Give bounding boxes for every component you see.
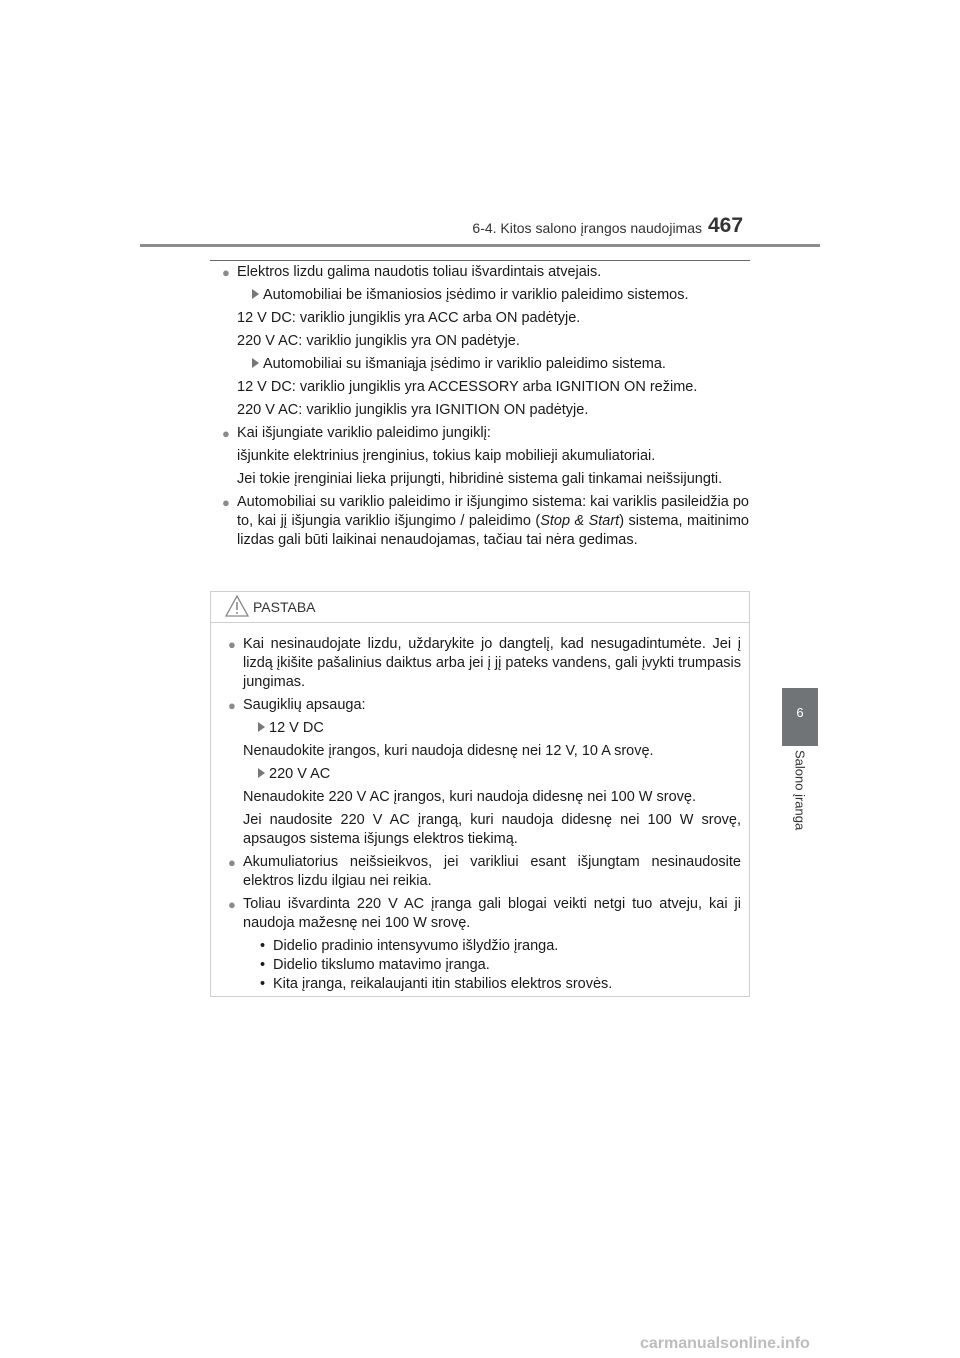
equipment-list	[243, 937, 741, 994]
list-item	[222, 263, 749, 420]
caution-box	[210, 591, 750, 997]
caution-header	[211, 592, 749, 623]
body-line: 220 V AC: variklio jungiklis yra ON padėtyje.	[237, 333, 520, 349]
body-line: 220 V AC: variklio jungiklis yra IGNITION ON padėtyje.	[237, 402, 589, 418]
item-text: ) sistema, maitinimo lizdas gali būti laikinai nenaudojamas, tačiau tai nėra gedimas.	[237, 513, 749, 548]
list-item	[222, 493, 749, 550]
page-number: 467	[708, 214, 744, 237]
bullet-icon: ●	[222, 265, 230, 280]
chapter-label: Salono įranga	[792, 750, 808, 831]
warning-triangle-icon	[224, 594, 250, 618]
watermark: carmanualsonline.info	[640, 1335, 810, 1352]
item-text: Akumuliatorius neišsieikvos, jei varikliui esant išjungtam nesinaudosite elektros lizdu ilgiau nei reikia.	[243, 854, 741, 889]
item-text: Kai išjungiate variklio paleidimo jungiklį:	[237, 425, 491, 441]
list-item: • Didelio pradinio intensyvumo išlydžio įranga.	[260, 937, 741, 956]
item-text: Elektros lizdu galima naudotis toliau išvardintais atvejais.	[237, 264, 602, 280]
sub-heading-text: 12 V DC	[269, 720, 324, 736]
sub-heading	[237, 286, 749, 305]
list-item	[228, 853, 741, 891]
list-item: • Didelio tikslumo matavimo įranga.	[260, 956, 741, 975]
sub-heading	[237, 355, 749, 374]
bullet-icon: ●	[222, 426, 230, 441]
item-text: Kai nesinaudojate lizdu, uždarykite jo dangtelį, kad nesugadintumėte. Jei į lizdą įkišite pašalinius daiktus arba jei į jį pateks vandens, gali įvykti trumpasis jungimas.	[243, 636, 741, 690]
item-text: Saugiklių apsauga:	[243, 697, 366, 713]
body-line: išjunkite elektrinius įrenginius, tokius kaip mobilieji akumuliatoriai.	[237, 448, 656, 464]
chapter-number: 6	[796, 705, 804, 720]
bullet-icon: ●	[228, 897, 236, 912]
sub-heading-text: Automobiliai su išmaniąja įsėdimo ir variklio paleidimo sistema.	[263, 356, 666, 372]
italic-term: Stop & Start	[540, 513, 620, 529]
bullet-icon: ●	[228, 855, 236, 870]
caution-title: PASTABA	[253, 599, 316, 615]
bullet-icon: ●	[222, 495, 230, 510]
list-item	[222, 424, 749, 489]
sub-heading	[243, 719, 741, 738]
triangle-arrow-icon	[258, 768, 265, 778]
chapter-side-label	[782, 750, 818, 980]
item-text: Automobiliai su variklio paleidimo ir išjungimo sistema: kai variklis pasileidžia po to, kai jį išjungia variklio išjungimo / paleidimo (	[237, 494, 749, 529]
caution-body	[211, 623, 749, 994]
main-content	[222, 263, 749, 554]
body-line: Jei tokie įrenginiai lieka prijungti, hibridinė sistema gali tinkamai neišsijungti.	[237, 471, 723, 487]
item-text: Toliau išvardinta 220 V AC įranga gali blogai veikti netgi tuo atveju, kai ji naudoja mažesnę nei 100 W srovę.	[243, 896, 741, 931]
body-line: 12 V DC: variklio jungiklis yra ACC arba ON padėtyje.	[237, 310, 581, 326]
triangle-arrow-icon	[252, 289, 259, 299]
list-item: • Kita įranga, reikalaujanti itin stabilios elektros srovės.	[260, 975, 741, 994]
bullet-icon: ●	[228, 637, 236, 652]
body-line: 12 V DC: variklio jungiklis yra ACCESSORY arba IGNITION ON režime.	[237, 379, 698, 395]
body-line: Nenaudokite įrangos, kuri naudoja didesnę nei 12 V, 10 A srovę.	[243, 743, 654, 759]
list-item	[228, 895, 741, 994]
list-item	[228, 696, 741, 849]
content-divider	[210, 260, 750, 261]
sub-heading-text: Automobiliai be išmaniosios įsėdimo ir variklio paleidimo sistemos.	[263, 287, 689, 303]
body-line: Nenaudokite 220 V AC įrangos, kuri naudoja didesnę nei 100 W srovę.	[243, 789, 697, 805]
bullet-icon: ●	[228, 698, 236, 713]
list-item	[228, 635, 741, 692]
triangle-arrow-icon	[252, 358, 259, 368]
section-title: 6-4. Kitos salono įrangos naudojimas	[472, 220, 702, 236]
triangle-arrow-icon	[258, 722, 265, 732]
body-line: Jei naudosite 220 V AC įrangą, kuri naudoja didesnę nei 100 W srovę, apsaugos sistema išjungs elektros tiekimą.	[243, 812, 741, 847]
sub-heading-text: 220 V AC	[269, 766, 331, 782]
header-divider	[140, 244, 820, 247]
sub-heading	[243, 765, 741, 784]
